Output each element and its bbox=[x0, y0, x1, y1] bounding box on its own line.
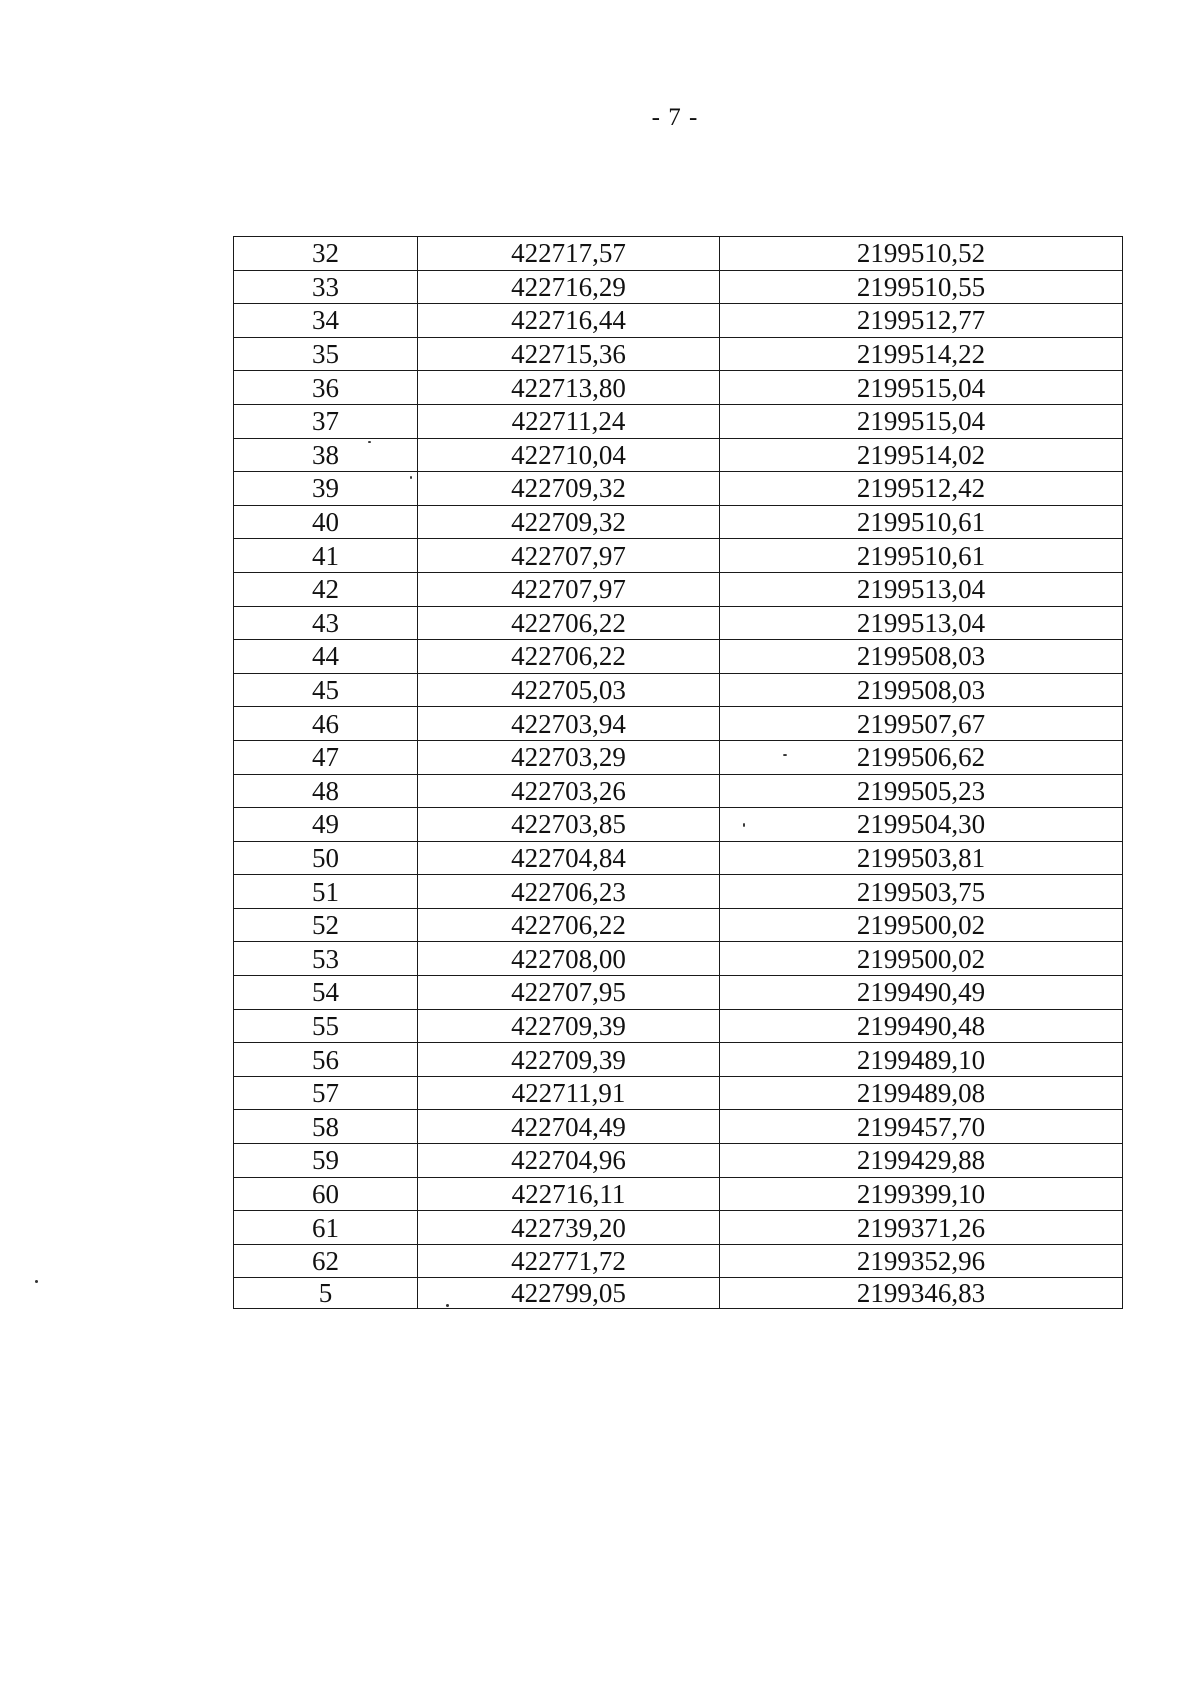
x-coordinate-cell: 422716,29 bbox=[418, 270, 720, 304]
x-coordinate-cell: 422708,00 bbox=[418, 942, 720, 976]
y-coordinate-cell: 2199506,62 bbox=[720, 740, 1123, 774]
point-number-cell: 36 bbox=[234, 371, 418, 405]
point-number-cell: 60 bbox=[234, 1177, 418, 1211]
x-coordinate-cell: 422709,39 bbox=[418, 1009, 720, 1043]
x-coordinate-cell: 422704,49 bbox=[418, 1110, 720, 1144]
y-coordinate-cell: 2199508,03 bbox=[720, 673, 1123, 707]
table-row bbox=[234, 976, 1123, 1010]
coordinates-table-body bbox=[234, 237, 1123, 1309]
y-coordinate-cell: 2199514,22 bbox=[720, 337, 1123, 371]
point-number-cell: 51 bbox=[234, 875, 418, 909]
point-number-cell: 37 bbox=[234, 404, 418, 438]
point-number-cell: 45 bbox=[234, 673, 418, 707]
y-coordinate-cell: 2199510,61 bbox=[720, 539, 1123, 573]
x-coordinate-cell: 422716,11 bbox=[418, 1177, 720, 1211]
table-row bbox=[234, 606, 1123, 640]
point-number-cell: 42 bbox=[234, 572, 418, 606]
y-coordinate-cell: 2199490,48 bbox=[720, 1009, 1123, 1043]
y-coordinate-cell: 2199505,23 bbox=[720, 774, 1123, 808]
point-number-cell: 34 bbox=[234, 304, 418, 338]
scan-speck bbox=[368, 441, 371, 443]
y-coordinate-cell: 2199352,96 bbox=[720, 1244, 1123, 1278]
table-row bbox=[234, 875, 1123, 909]
table-row bbox=[234, 1144, 1123, 1178]
table-row bbox=[234, 1177, 1123, 1211]
point-number-cell: 56 bbox=[234, 1043, 418, 1077]
x-coordinate-cell: 422717,57 bbox=[418, 237, 720, 271]
scan-speck bbox=[783, 754, 787, 756]
point-number-cell: 35 bbox=[234, 337, 418, 371]
point-number-cell: 61 bbox=[234, 1211, 418, 1245]
x-coordinate-cell: 422703,29 bbox=[418, 740, 720, 774]
point-number-cell: 38 bbox=[234, 438, 418, 472]
point-number-cell: 57 bbox=[234, 1076, 418, 1110]
x-coordinate-cell: 422703,94 bbox=[418, 707, 720, 741]
x-coordinate-cell: 422709,32 bbox=[418, 505, 720, 539]
table-row bbox=[234, 304, 1123, 338]
y-coordinate-cell: 2199490,49 bbox=[720, 976, 1123, 1010]
table-row bbox=[234, 572, 1123, 606]
x-coordinate-cell: 422709,32 bbox=[418, 472, 720, 506]
y-coordinate-cell: 2199514,02 bbox=[720, 438, 1123, 472]
x-coordinate-cell: 422704,96 bbox=[418, 1144, 720, 1178]
table-row bbox=[234, 237, 1123, 271]
x-coordinate-cell: 422739,20 bbox=[418, 1211, 720, 1245]
y-coordinate-cell: 2199513,04 bbox=[720, 606, 1123, 640]
scan-speck bbox=[35, 1280, 38, 1283]
table-row bbox=[234, 908, 1123, 942]
x-coordinate-cell: 422706,22 bbox=[418, 640, 720, 674]
y-coordinate-cell: 2199508,03 bbox=[720, 640, 1123, 674]
table-row bbox=[234, 505, 1123, 539]
y-coordinate-cell: 2199429,88 bbox=[720, 1144, 1123, 1178]
table-row bbox=[234, 1278, 1123, 1309]
y-coordinate-cell: 2199371,26 bbox=[720, 1211, 1123, 1245]
table-row bbox=[234, 841, 1123, 875]
table-row bbox=[234, 640, 1123, 674]
table-row bbox=[234, 942, 1123, 976]
y-coordinate-cell: 2199515,04 bbox=[720, 404, 1123, 438]
table-row bbox=[234, 539, 1123, 573]
y-coordinate-cell: 2199510,52 bbox=[720, 237, 1123, 271]
point-number-cell: 47 bbox=[234, 740, 418, 774]
y-coordinate-cell: 2199512,42 bbox=[720, 472, 1123, 506]
scan-speck bbox=[446, 1304, 449, 1307]
y-coordinate-cell: 2199510,61 bbox=[720, 505, 1123, 539]
coordinates-table bbox=[233, 236, 1123, 1309]
y-coordinate-cell: 2199489,10 bbox=[720, 1043, 1123, 1077]
point-number-cell: 41 bbox=[234, 539, 418, 573]
point-number-cell: 53 bbox=[234, 942, 418, 976]
point-number-cell: 5 bbox=[234, 1278, 418, 1309]
page-number: - 7 - bbox=[651, 104, 699, 131]
x-coordinate-cell: 422704,84 bbox=[418, 841, 720, 875]
table-row bbox=[234, 371, 1123, 405]
table-row bbox=[234, 740, 1123, 774]
y-coordinate-cell: 2199346,83 bbox=[720, 1278, 1123, 1309]
point-number-cell: 55 bbox=[234, 1009, 418, 1043]
x-coordinate-cell: 422707,97 bbox=[418, 539, 720, 573]
y-coordinate-cell: 2199504,30 bbox=[720, 808, 1123, 842]
y-coordinate-cell: 2199500,02 bbox=[720, 942, 1123, 976]
table-row bbox=[234, 337, 1123, 371]
x-coordinate-cell: 422713,80 bbox=[418, 371, 720, 405]
point-number-cell: 49 bbox=[234, 808, 418, 842]
x-coordinate-cell: 422707,95 bbox=[418, 976, 720, 1010]
y-coordinate-cell: 2199512,77 bbox=[720, 304, 1123, 338]
y-coordinate-cell: 2199503,75 bbox=[720, 875, 1123, 909]
point-number-cell: 33 bbox=[234, 270, 418, 304]
y-coordinate-cell: 2199399,10 bbox=[720, 1177, 1123, 1211]
scan-speck bbox=[743, 823, 745, 827]
table-row bbox=[234, 673, 1123, 707]
y-coordinate-cell: 2199503,81 bbox=[720, 841, 1123, 875]
y-coordinate-cell: 2199457,70 bbox=[720, 1110, 1123, 1144]
y-coordinate-cell: 2199510,55 bbox=[720, 270, 1123, 304]
point-number-cell: 43 bbox=[234, 606, 418, 640]
x-coordinate-cell: 422707,97 bbox=[418, 572, 720, 606]
x-coordinate-cell: 422703,26 bbox=[418, 774, 720, 808]
x-coordinate-cell: 422705,03 bbox=[418, 673, 720, 707]
table-row bbox=[234, 438, 1123, 472]
point-number-cell: 40 bbox=[234, 505, 418, 539]
table-row bbox=[234, 270, 1123, 304]
table-row bbox=[234, 1009, 1123, 1043]
point-number-cell: 44 bbox=[234, 640, 418, 674]
table-row bbox=[234, 808, 1123, 842]
table-row bbox=[234, 472, 1123, 506]
y-coordinate-cell: 2199513,04 bbox=[720, 572, 1123, 606]
point-number-cell: 52 bbox=[234, 908, 418, 942]
y-coordinate-cell: 2199500,02 bbox=[720, 908, 1123, 942]
table-row bbox=[234, 707, 1123, 741]
x-coordinate-cell: 422710,04 bbox=[418, 438, 720, 472]
table-row bbox=[234, 1244, 1123, 1278]
table-row bbox=[234, 1076, 1123, 1110]
point-number-cell: 32 bbox=[234, 237, 418, 271]
y-coordinate-cell: 2199507,67 bbox=[720, 707, 1123, 741]
x-coordinate-cell: 422706,22 bbox=[418, 908, 720, 942]
x-coordinate-cell: 422799,05 bbox=[418, 1278, 720, 1309]
table-row bbox=[234, 404, 1123, 438]
point-number-cell: 48 bbox=[234, 774, 418, 808]
point-number-cell: 54 bbox=[234, 976, 418, 1010]
x-coordinate-cell: 422703,85 bbox=[418, 808, 720, 842]
x-coordinate-cell: 422716,44 bbox=[418, 304, 720, 338]
x-coordinate-cell: 422771,72 bbox=[418, 1244, 720, 1278]
y-coordinate-cell: 2199489,08 bbox=[720, 1076, 1123, 1110]
point-number-cell: 46 bbox=[234, 707, 418, 741]
scan-speck bbox=[410, 476, 412, 479]
x-coordinate-cell: 422715,36 bbox=[418, 337, 720, 371]
table-row bbox=[234, 774, 1123, 808]
x-coordinate-cell: 422706,23 bbox=[418, 875, 720, 909]
y-coordinate-cell: 2199515,04 bbox=[720, 371, 1123, 405]
x-coordinate-cell: 422706,22 bbox=[418, 606, 720, 640]
table-row bbox=[234, 1110, 1123, 1144]
point-number-cell: 58 bbox=[234, 1110, 418, 1144]
point-number-cell: 39 bbox=[234, 472, 418, 506]
x-coordinate-cell: 422711,91 bbox=[418, 1076, 720, 1110]
point-number-cell: 59 bbox=[234, 1144, 418, 1178]
point-number-cell: 62 bbox=[234, 1244, 418, 1278]
point-number-cell: 50 bbox=[234, 841, 418, 875]
x-coordinate-cell: 422711,24 bbox=[418, 404, 720, 438]
x-coordinate-cell: 422709,39 bbox=[418, 1043, 720, 1077]
table-row bbox=[234, 1211, 1123, 1245]
table-row bbox=[234, 1043, 1123, 1077]
